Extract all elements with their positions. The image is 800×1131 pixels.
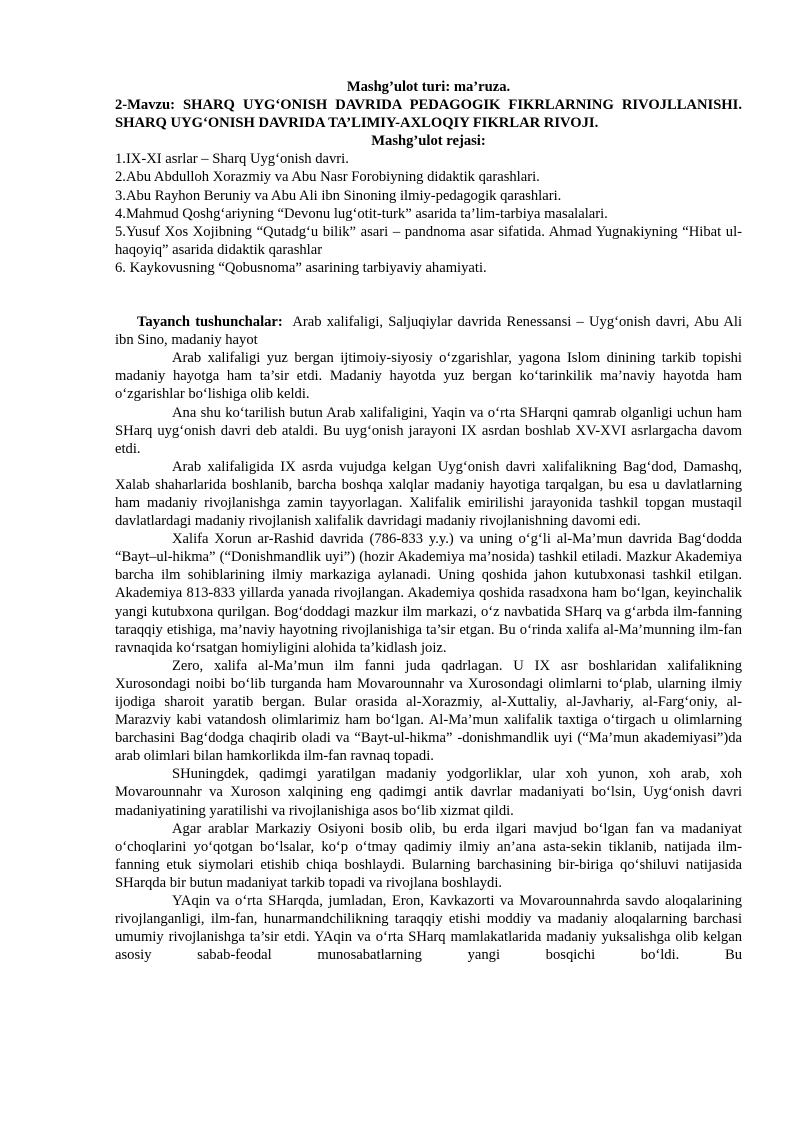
plan-item: 2.Abu Abdulloh Xorazmiy va Abu Nasr Forobiyning didaktik qarashlari.	[115, 169, 540, 186]
paragraph: Zero, xalifa al-Ma’mun ilm fanni juda qadrlagan. U IX asr boshlaridan xalifalikning Xurosondagi noibi bo‘lib turganda ham Movarounnahr va Xurosondagi olimlarni to‘plab, ularning ilmiy ijodiga sharoit yaratib bergan. Bular orasida al-Xorazmiy, al-Xuttaliy, al-Javhariy, al-Farg‘oniy, al-Marazviy kabi vatandosh olimlarimiz ham bo‘lgan. Al-Ma’mun xalifalik taxtiga o‘tirgach u olimlarning barchasini Bag‘dodga chaqirib oladi va “Bayt-ul-hikma” -donishmandlik uyi (“Ma’mun akademiyasi”)da arab olimlari bilan hamkorlikda ilm-fan ravnaq topadi.	[115, 657, 742, 765]
paragraph: Arab xalifaligi yuz bergan ijtimoiy-siyosiy o‘zgarishlar, yagona Islom dinining tarkib topishi madaniy hayotga ham ta’sir etdi. Madaniy hayotda yuz bergan ko‘tarinkilik ma’naviy hayotda ham o‘zgarishlar bo‘lishiga olib keldi.	[115, 350, 742, 403]
keywords	[115, 313, 742, 349]
paragraph: Arab xalifaligida IX asrda vujudga kelgan Uyg‘onish davri xalifalikning Bag‘dod, Damashq, Xalab shaharlarida boshlanib, barcha boshqa xalqlar madaniy hayotiga tarqalgan, bu esa u davlatlarning ham madaniy rivojlanishga zamin tayyorlagan. Xalifalik emirilishi jarayonida tashkil topgan mustaqil davlatlardagi madaniy rivojlanish xalifalik davridagi madaniy rivojlanishning davomi edi.	[115, 458, 742, 530]
lesson-plan-list	[115, 150, 742, 277]
spacer	[115, 277, 742, 313]
plan-item: 5.Yusuf Xos Xojibning “Qutadg‘u bilik” asari – pandnoma asar sifatida. Ahmad Yugnakiyning “Hibat ul-haqoyiq” asarida didaktik qarashlar	[115, 223, 742, 258]
plan-title: Mashg’ulot rejasi:	[371, 133, 486, 150]
plan-item: 4.Mahmud Qoshg‘ariyning “Devonu lug‘otit-turk” asarida ta’lim-tarbiya masalalari.	[115, 205, 608, 222]
paragraph: Ana shu ko‘tarilish butun Arab xalifaligini, Yaqin va o‘rta SHarqni qamrab olganligi uchun ham SHarq uyg‘onish davri deb ataldi. Bu uyg‘onish jarayoni IX asrdan boshlab XV-XVI asrlargacha davom etdi.	[115, 404, 742, 457]
paragraph: Agar arablar Markaziy Osiyoni bosib olib, bu erda ilgari mavjud bo‘lgan fan va madaniyat o‘choqlarini yo‘qotgan bo‘lsalar, ko‘p o‘tmay qadimiy ilmiy an’ana asta-sekin tiklanib, natijada ilm-fanning etuk siymolari etishib chiqa boshlaydi. Bularning barchasining bir-biriga qo‘shiluvi natijasida SHarqda bir butun madaniyat tarkib topadi va rivojlana boshlaydi.	[115, 820, 742, 891]
keywords-text: Arab xalifaligi, Saljuqiylar davrida Renessansi – Uyg‘onish davri, Abu Ali ibn Sino, madaniy hayot	[115, 314, 742, 349]
paragraph: SHuningdek, qadimgi yaratilgan madaniy yodgorliklar, ular xoh yunon, xoh arab, xoh Movarounnahr va Xuroson xalqining eng qadimgi antik davrlar madaniyati bo‘lsin, Uyg‘onish davri madaniyatining yaratilishi va rivojlanishiga asos bo‘lib xizmat qildi.	[115, 766, 742, 819]
paragraph: YAqin va o‘rta SHarqda, jumladan, Eron, Kavkazorti va Movarounnahrda savdo aloqalarining rivojlanganligi, ilm-fan, hunarmandchilikning taraqqiy etishi moddiy va madaniy aloqalarning barchasi umumiy rivojlanishga ta’sir etdi. YAqin va o‘rta SHarq mamlakatlarida madaniy yuksalishga olib kelgan asosiy sabab-feodal munosabatlarning yangi bosqichi bo‘ldi. Bu	[115, 893, 742, 964]
plan-item: 6. Kaykovusning “Qobusnoma” asarining tarbiyaviy ahamiyati.	[115, 259, 487, 276]
topic-title: 2-Mavzu: SHARQ UYG‘ONISH DAVRIDA PEDAGOGIK FIKRLARNING RIVOJLLANISHI. SHARQ UYG‘ONISH DAVRIDA TA’LIMIY-AXLOQIY FIKRLAR RIVOJI.	[115, 97, 742, 132]
document-page	[115, 78, 742, 964]
lesson-type: Mashg’ulot turi: ma’ruza.	[346, 79, 511, 95]
keywords-label: Tayanch tushunchalar:	[137, 314, 283, 331]
plan-item: 3.Abu Rayhon Beruniy va Abu Ali ibn Sinoning ilmiy-pedagogik qarashlari.	[115, 187, 562, 204]
plan-item: 1.IX-XI asrlar – Sharq Uyg‘onish davri.	[115, 151, 349, 168]
paragraph: Xalifa Xorun ar-Rashid davrida (786-833 y.y.) va uning o‘g‘li al-Ma’mun davrida Bag‘dodda “Bayt–ul-hikma” (“Donishmandlik uyi”) (hozir Akademiya ma’nosida) tashkil etiladi. Mazkur Akademiya barcha ilm sohiblarining ilmiy markaziga aylanadi. Uning qoshida jahon kutubxonasi tashkil etilgan. Akademiya 813-833 yillarda yanada rivojlangan. Akademiya qoshida rasadxona ham bo‘lgan, keyinchalik yangi kutubxona qurilgan. Bog‘doddagi mazkur ilm markazi, o‘z navbatida SHarq va g‘arbda ilm-fanning taraqqiy etishiga, ma’naviy hayotning rivojlanishiga ta’sir etgan. Bu o‘rinda xalifa al-Ma’munning ilm-fan ravnaqida ko‘rsatgan homiyligini alohida ta’kidlash joiz.	[115, 531, 742, 656]
